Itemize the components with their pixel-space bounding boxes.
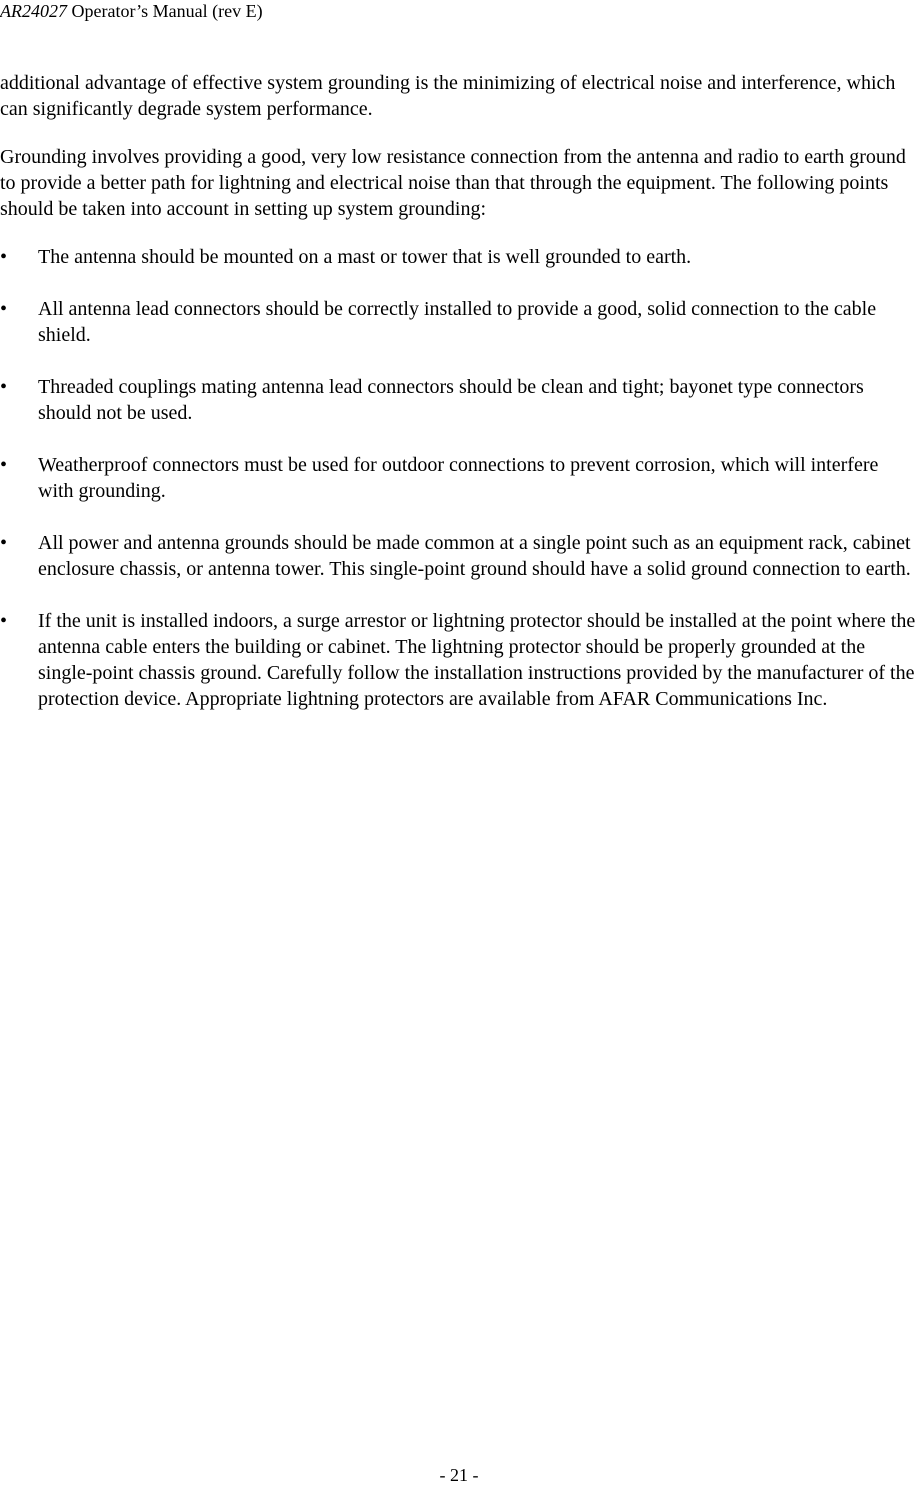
grounding-points-list	[0, 244, 918, 712]
bullet-icon: •	[0, 610, 8, 632]
page-number: - 21 -	[439, 1465, 479, 1485]
bullet-icon: •	[0, 454, 8, 476]
paragraph-grounding-intro: Grounding involves providing a good, very low resistance connection from the antenna and radio to earth ground to provide a better path for lightning and electrical noise than that through the equipment. The following points should be taken into account in setting up system grounding:	[0, 146, 906, 220]
list-item	[0, 296, 918, 348]
paragraph-grounding-advantage: additional advantage of effective system grounding is the minimizing of electrical noise and interference, which can significantly degrade system performance.	[0, 72, 896, 120]
bullet-icon: •	[0, 376, 8, 398]
bullet-icon: •	[0, 532, 8, 554]
bullet-icon: •	[0, 298, 8, 320]
document-title: Operator’s Manual (rev E)	[71, 1, 263, 21]
page-body	[0, 70, 918, 738]
list-item	[0, 452, 918, 504]
list-item	[0, 608, 918, 712]
document-id: AR24027	[0, 1, 67, 21]
bullet-icon: •	[0, 246, 8, 268]
list-item-text: Threaded couplings mating antenna lead connectors should be clean and tight; bayonet type connectors should not be used.	[38, 376, 864, 424]
list-item-text: All power and antenna grounds should be made common at a single point such as an equipment rack, cabinet enclosure chassis, or antenna tower. This single-point ground should have a solid ground connection to earth.	[38, 532, 911, 580]
page-header	[0, 0, 263, 22]
list-item	[0, 374, 918, 426]
list-item-text: Weatherproof connectors must be used for outdoor connections to prevent corrosion, which will interfere with grounding.	[38, 454, 879, 502]
list-item-text: The antenna should be mounted on a mast or tower that is well grounded to earth.	[38, 246, 692, 268]
list-item	[0, 244, 918, 270]
list-item-text: All antenna lead connectors should be correctly installed to provide a good, solid connection to the cable shield.	[38, 298, 877, 346]
list-item-text: If the unit is installed indoors, a surge arrestor or lightning protector should be installed at the point where the antenna cable enters the building or cabinet. The lightning protector should be properly grounded at the single-point chassis ground. Carefully follow the installation instructions provided by the manufacturer of the protection device. Appropriate lightning protectors are available from AFAR Communications Inc.	[38, 610, 916, 710]
list-item	[0, 530, 918, 582]
